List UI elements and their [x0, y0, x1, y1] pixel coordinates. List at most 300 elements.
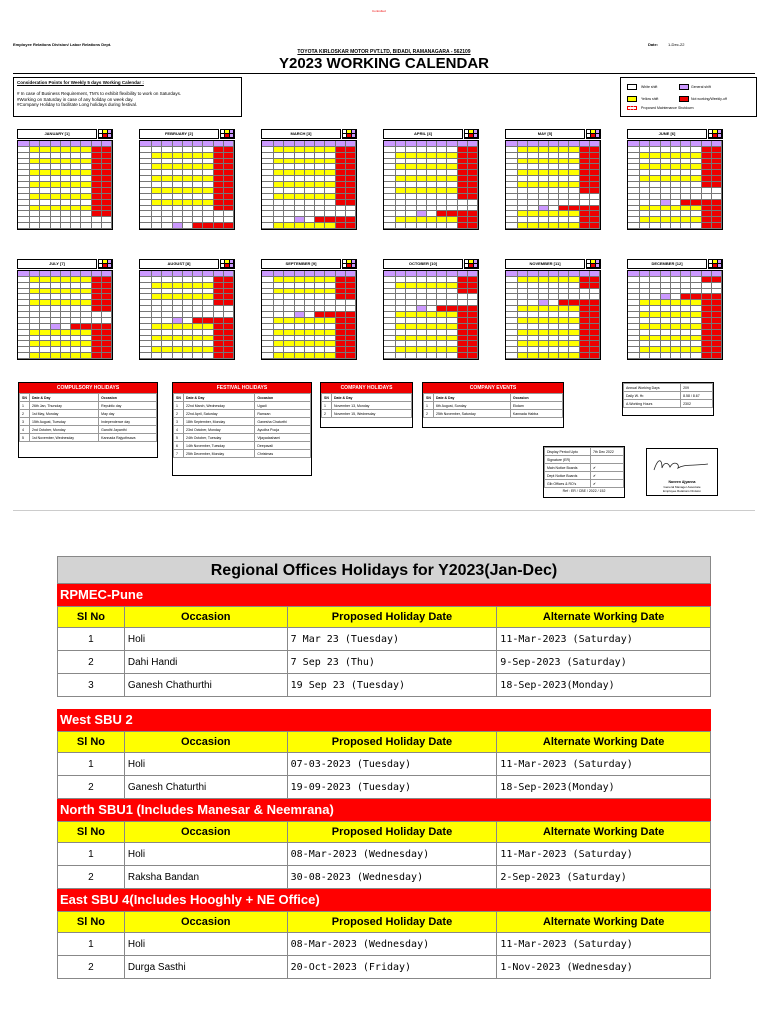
day-cell: [628, 353, 640, 359]
table-row: [58, 866, 711, 889]
signature-scribble: [648, 452, 718, 476]
day-cell: [284, 353, 294, 359]
day-cell: [681, 353, 691, 359]
day-cell: [30, 353, 40, 359]
table-cell: Kannada Rajyothsava: [99, 434, 157, 442]
month-title: JANUARY [1]: [17, 129, 97, 139]
month-block: [139, 259, 235, 361]
table-cell: 5: [20, 434, 30, 442]
table-cell: 1: [20, 402, 30, 410]
table-cell: 1: [58, 753, 125, 776]
day-cell: [61, 223, 71, 229]
table-cell: 3: [20, 418, 30, 426]
table-cell: 1: [424, 402, 434, 410]
table-row: [174, 418, 311, 426]
general-shift-swatch: [679, 84, 689, 90]
day-cell: [274, 223, 284, 229]
table-cell: 08-Mar-2023 (Wednesday): [287, 933, 497, 956]
legend-cell: [474, 264, 478, 268]
day-cell: [224, 353, 234, 359]
day-cell: [262, 223, 274, 229]
day-cell: [661, 353, 671, 359]
column-header: Proposed Holiday Date: [287, 732, 497, 753]
col-date: Date & Day: [184, 394, 255, 402]
day-cell: [384, 353, 396, 359]
table-cell: 25th November, Saturday: [434, 410, 511, 418]
legend-cell: [108, 134, 112, 138]
month-legend: [464, 259, 479, 269]
day-cell: [336, 353, 346, 359]
day-cell: [183, 353, 193, 359]
column-header-row: [58, 822, 711, 843]
column-header-row: [58, 607, 711, 628]
table-cell: ✔: [590, 464, 623, 472]
day-cell: [18, 223, 30, 229]
day-cell: [640, 223, 650, 229]
month-days-grid: [627, 270, 723, 360]
day-cell: [140, 223, 152, 229]
legend-cell: [230, 264, 234, 268]
legend-cell: [108, 264, 112, 268]
month-block: [383, 129, 479, 231]
table-row: [58, 933, 711, 956]
table-cell: 1st November, Wednesday: [30, 434, 99, 442]
date-label: Date:: [648, 42, 659, 47]
column-header: Occasion: [124, 912, 287, 933]
month-days-grid: [17, 270, 113, 360]
day-cell: [671, 353, 681, 359]
table-cell: 6th August, Sunday: [434, 402, 511, 410]
column-header: Sl No: [58, 607, 125, 628]
day-cell: [569, 223, 579, 229]
column-header: Proposed Holiday Date: [287, 912, 497, 933]
table-row: [545, 464, 624, 472]
day-cell: [406, 353, 416, 359]
col-sn: SN: [20, 394, 30, 402]
compulsory-holidays-table: [18, 382, 158, 458]
table-cell: November 15, Wednesday: [332, 410, 412, 418]
table-cell: 11-Mar-2023 (Saturday): [497, 843, 711, 866]
table-cell: 1: [174, 402, 184, 410]
table-cell: 1: [322, 402, 332, 410]
month-title: AUGUST [8]: [139, 259, 219, 269]
day-cell: [152, 223, 162, 229]
day-cell: [71, 353, 81, 359]
table-cell: Dahi Handi: [124, 651, 287, 674]
table-cell: ✔: [590, 480, 623, 488]
consideration-line: #Working on Saturday in case of any holiday on week day.: [17, 96, 134, 102]
month-title: MARCH [3]: [261, 129, 341, 139]
month-legend: [708, 259, 723, 269]
month-legend: [342, 129, 357, 139]
day-cell: [346, 353, 356, 359]
column-header: Proposed Holiday Date: [287, 607, 497, 628]
month-title: SEPTEMBER [9]: [261, 259, 341, 269]
day-cell: [427, 353, 437, 359]
day-cell: [193, 353, 203, 359]
table-cell: 7 Sep 23 (Thu): [287, 651, 497, 674]
month-legend: [464, 129, 479, 139]
day-cell: [262, 353, 274, 359]
dept-label: Employee Relations Division/ Labor Relations Dept.: [13, 42, 112, 47]
day-cell: [102, 353, 112, 359]
table-cell: November 13, Monday: [332, 402, 412, 410]
table-row: [424, 402, 563, 410]
column-header: Sl No: [58, 912, 125, 933]
day-cell: [81, 223, 91, 229]
day-cell: [173, 223, 183, 229]
table-cell: 6: [174, 442, 184, 450]
table-row: [545, 456, 624, 464]
day-cell: [580, 353, 590, 359]
day-cell: [427, 223, 437, 229]
general-shift-label: General shift: [691, 85, 711, 89]
day-cell: [447, 353, 457, 359]
region-name: West SBU 2: [57, 709, 711, 731]
table-cell: 20-Oct-2023 (Friday): [287, 956, 497, 979]
region-name: RPMEC-Pune: [57, 584, 711, 606]
table-row: [20, 418, 157, 426]
column-header: Alternate Working Date: [497, 607, 711, 628]
table-cell: A.Working Hours: [624, 400, 681, 408]
day-cell: [447, 223, 457, 229]
month-block: [505, 129, 601, 231]
table-cell: 5: [174, 434, 184, 442]
table-cell: Ayudha Pooja: [255, 426, 311, 434]
col-sn: SN: [322, 394, 332, 402]
day-cell: [102, 223, 112, 229]
day-cell: [437, 223, 447, 229]
month-title: APRIL [4]: [383, 129, 463, 139]
day-cell: [712, 353, 722, 359]
month-legend: [586, 259, 601, 269]
table-row: [174, 426, 311, 434]
date-value: 1-Dec-22: [668, 42, 685, 47]
consideration-box: [13, 77, 242, 117]
table-row: [624, 392, 713, 400]
column-header: Alternate Working Date: [497, 912, 711, 933]
table-cell: Ugadi: [255, 402, 311, 410]
legend-box: [620, 77, 757, 117]
column-header: Alternate Working Date: [497, 822, 711, 843]
header-divider: [13, 73, 755, 74]
day-cell: [92, 223, 102, 229]
day-cell: [396, 353, 406, 359]
table-cell: 1: [58, 843, 125, 866]
month-days-grid: [627, 140, 723, 230]
table-cell: 2: [58, 651, 125, 674]
table-cell: 1st May, Monday: [30, 410, 99, 418]
white-shift-label: White shift: [641, 85, 658, 89]
summary-table: [622, 382, 714, 416]
table-cell: Holi: [124, 843, 287, 866]
table-row: [545, 472, 624, 480]
day-cell: [506, 353, 518, 359]
table-cell: 2: [58, 866, 125, 889]
day-cell: [152, 353, 162, 359]
day-cell: [468, 353, 478, 359]
column-header: Occasion: [124, 732, 287, 753]
regional-title: Regional Offices Holidays for Y2023(Jan-Dec): [57, 556, 711, 584]
display-period-table: [543, 446, 625, 498]
company-events-table: [422, 382, 564, 428]
month-block: [261, 259, 357, 361]
nonworking-swatch: [679, 96, 689, 102]
table-cell: Annual Working Days: [624, 384, 681, 392]
day-cell: [518, 353, 528, 359]
ref-number: Ref : ER / CBE / 2022 / 152: [562, 489, 606, 493]
day-cell: [671, 223, 681, 229]
legend-cell: [596, 264, 600, 268]
month-block: [139, 129, 235, 231]
table-cell: Christmas: [255, 450, 311, 458]
region-section: [57, 709, 711, 799]
table-cell: Daily W. Hr.: [624, 392, 681, 400]
table-cell: 2nd October, Monday: [30, 426, 99, 434]
consideration-line: #Company Holiday to facilitate Long holidays during festival.: [17, 102, 138, 107]
table-cell: [590, 456, 623, 464]
month-block: [261, 129, 357, 231]
table-cell: 25th December, Monday: [184, 450, 255, 458]
signatory-name: Naveen Ajyanna: [668, 480, 696, 484]
month-title: FEBRUARY [2]: [139, 129, 219, 139]
table-cell: 8.58 / 8.67: [681, 392, 713, 400]
table-row: [174, 442, 311, 450]
day-cell: [681, 223, 691, 229]
legend-cell: [718, 264, 722, 268]
region-name: North SBU1 (Includes Manesar & Neemrana): [57, 799, 711, 821]
day-cell: [140, 353, 152, 359]
table-cell: Holi: [124, 753, 287, 776]
day-cell: [559, 223, 569, 229]
column-header: Occasion: [124, 607, 287, 628]
day-cell: [590, 353, 600, 359]
month-days-grid: [261, 140, 357, 230]
col-occasion: Occasion: [255, 394, 311, 402]
table-cell: 26th Jan, Thursday: [30, 402, 99, 410]
legend-cell: [718, 134, 722, 138]
col-sn: SN: [424, 394, 434, 402]
month-days-grid: [383, 270, 479, 360]
day-cell: [81, 353, 91, 359]
month-days-grid: [17, 140, 113, 230]
day-cell: [214, 353, 224, 359]
table-row: [58, 651, 711, 674]
day-cell: [702, 353, 712, 359]
day-cell: [458, 353, 468, 359]
day-cell: [162, 353, 172, 359]
table-row: [174, 402, 311, 410]
table-cell: 23rd October, Monday: [184, 426, 255, 434]
column-header-row: [58, 912, 711, 933]
table-row: [20, 426, 157, 434]
table-row: [322, 410, 412, 418]
day-cell: [40, 353, 50, 359]
month-legend: [342, 259, 357, 269]
region-name: East SBU 4(Includes Hooghly + NE Office): [57, 889, 711, 911]
day-cell: [569, 353, 579, 359]
day-cell: [417, 223, 427, 229]
day-cell: [539, 353, 549, 359]
table-cell: Holi: [124, 933, 287, 956]
table-cell: 2-Sep-2023 (Saturday): [497, 866, 711, 889]
day-cell: [162, 223, 172, 229]
table-cell: 4: [174, 426, 184, 434]
table-cell: Deepavali: [255, 442, 311, 450]
table-cell: Ganesh Chaturthi: [124, 776, 287, 799]
table-cell: 22nd March, Wednesday: [184, 402, 255, 410]
table-cell: 9-Sep-2023 (Saturday): [497, 651, 711, 674]
day-cell: [559, 353, 569, 359]
column-header: Occasion: [124, 822, 287, 843]
table-cell: 14th November, Tuesday: [184, 442, 255, 450]
column-header: Proposed Holiday Date: [287, 822, 497, 843]
month-days-grid: [505, 140, 601, 230]
day-cell: [691, 223, 701, 229]
day-cell: [40, 223, 50, 229]
table-row: [58, 843, 711, 866]
table-cell: Ganesh Chathurthi: [124, 674, 287, 697]
table-cell: 209: [681, 384, 713, 392]
table-cell: 1: [58, 933, 125, 956]
day-cell: [384, 223, 396, 229]
compulsory-title: COMPULSORY HOLIDAYS: [19, 383, 157, 393]
month-legend: [586, 129, 601, 139]
consideration-line: # In case of Business Requirement, TM's to exhibit flexibility to work on Saturdays.: [17, 91, 182, 96]
region-section: [57, 889, 711, 979]
table-cell: Vijayadashami: [255, 434, 311, 442]
company-holidays-title: COMPANY HOLIDAYS: [321, 383, 412, 393]
month-days-grid: [139, 140, 235, 230]
table-row: [424, 410, 563, 418]
day-cell: [92, 353, 102, 359]
month-days-grid: [261, 270, 357, 360]
month-block: [17, 129, 113, 231]
table-cell: Independence day: [99, 418, 157, 426]
table-cell: Dept Notice Boards: [545, 472, 591, 480]
day-cell: [346, 223, 356, 229]
column-header: Alternate Working Date: [497, 732, 711, 753]
day-cell: [628, 223, 640, 229]
col-date: Date & Day: [30, 394, 99, 402]
table-cell: Signature (ER): [545, 456, 591, 464]
table-cell: 22nd April, Saturday: [184, 410, 255, 418]
day-cell: [183, 223, 193, 229]
day-cell: [274, 353, 284, 359]
table-cell: Gandhi Jayanthi: [99, 426, 157, 434]
col-date: Date & Day: [434, 394, 511, 402]
day-cell: [528, 353, 538, 359]
table-row: [58, 776, 711, 799]
day-cell: [284, 223, 294, 229]
day-cell: [305, 223, 315, 229]
table-cell: 2: [174, 410, 184, 418]
regional-holidays: [57, 556, 711, 979]
col-sn: SN: [174, 394, 184, 402]
day-cell: [702, 223, 712, 229]
day-cell: [640, 353, 650, 359]
legend-cell: [352, 264, 356, 268]
day-cell: [295, 223, 305, 229]
day-cell: [51, 353, 61, 359]
nonworking-label: Not working/Weekly-off: [691, 97, 727, 101]
table-cell: 11-Mar-2023 (Saturday): [497, 933, 711, 956]
table-cell: 18-Sep-2023(Monday): [497, 776, 711, 799]
signature-box: [646, 448, 718, 496]
day-cell: [712, 223, 722, 229]
day-cell: [468, 223, 478, 229]
table-row: [545, 480, 624, 488]
table-row: [174, 450, 311, 458]
table-cell: Holi: [124, 628, 287, 651]
month-block: [505, 259, 601, 361]
day-cell: [224, 223, 234, 229]
month-block: [627, 259, 723, 361]
table-cell: 15th August, Tuesday: [30, 418, 99, 426]
day-cell: [396, 223, 406, 229]
day-cell: [18, 353, 30, 359]
month-title: JUNE [6]: [627, 129, 707, 139]
day-cell: [528, 223, 538, 229]
day-cell: [30, 223, 40, 229]
col-occasion: Occasion: [510, 394, 562, 402]
table-cell: 7th Dec 2022: [590, 448, 623, 456]
table-cell: Republic day: [99, 402, 157, 410]
month-days-grid: [139, 270, 235, 360]
day-cell: [506, 223, 518, 229]
day-cell: [193, 223, 203, 229]
table-row: [58, 674, 711, 697]
col-date: Date & Day: [332, 394, 412, 402]
day-cell: [661, 223, 671, 229]
table-row: [20, 434, 157, 442]
table-row: [20, 402, 157, 410]
day-cell: [315, 353, 325, 359]
yellow-shift-label: Yellow shift: [641, 97, 659, 101]
table-row: [545, 448, 624, 456]
day-cell: [590, 223, 600, 229]
column-header: Sl No: [58, 732, 125, 753]
table-cell: 2: [20, 410, 30, 418]
table-row: [58, 753, 711, 776]
festival-holidays-table: [172, 382, 312, 476]
white-shift-swatch: [627, 84, 637, 90]
table-cell: Ekdam: [510, 402, 562, 410]
month-block: [383, 259, 479, 361]
table-cell: 19-09-2023 (Tuesday): [287, 776, 497, 799]
table-cell: Durga Sasthi: [124, 956, 287, 979]
table-cell: ✔: [590, 472, 623, 480]
table-cell: Glb Offices & RO's: [545, 480, 591, 488]
table-cell: Display Period Upto: [545, 448, 591, 456]
month-title: JULY [7]: [17, 259, 97, 269]
table-cell: 2: [58, 956, 125, 979]
table-cell: 1-Nov-2023 (Wednesday): [497, 956, 711, 979]
controlled-stamp: Controlled: [372, 9, 386, 13]
table-cell: 3: [174, 418, 184, 426]
day-cell: [71, 223, 81, 229]
day-cell: [336, 223, 346, 229]
month-legend: [220, 129, 235, 139]
table-cell: 2: [58, 776, 125, 799]
day-cell: [458, 223, 468, 229]
company-holidays-table: [320, 382, 413, 428]
table-row: [174, 410, 311, 418]
day-cell: [61, 353, 71, 359]
table-row: [322, 402, 412, 410]
day-cell: [203, 353, 213, 359]
table-cell: 07-03-2023 (Tuesday): [287, 753, 497, 776]
